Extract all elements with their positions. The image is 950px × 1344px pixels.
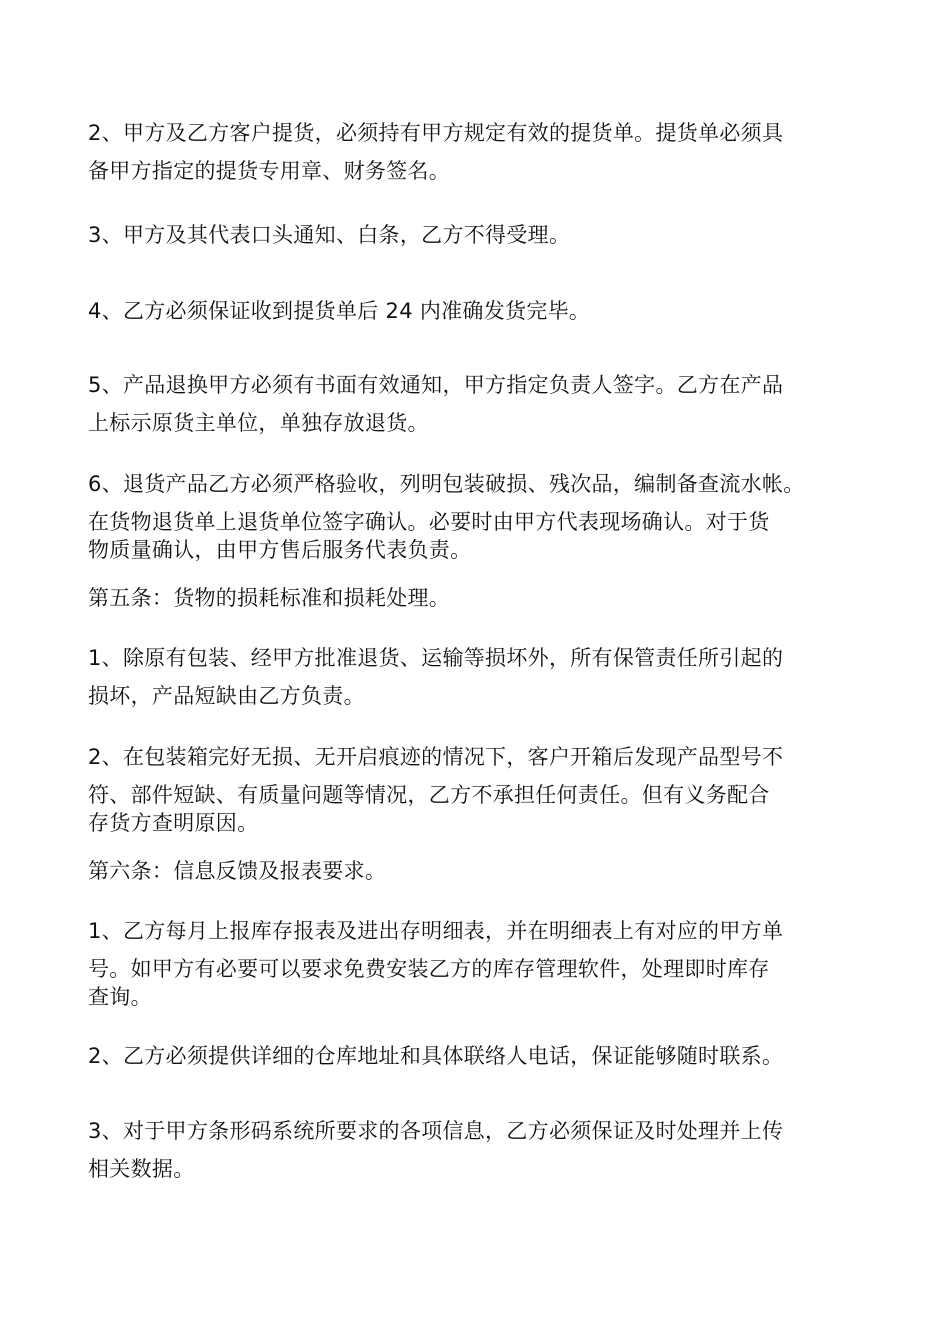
article-5-item-2 bbox=[88, 742, 878, 838]
paragraph-line: 符、部件短缺、有质量问题等情况，乙方不承担任何责任。但有义务配合 bbox=[88, 783, 770, 807]
paragraph-line: 号。如甲方有必要可以要求免费安装乙方的库存管理软件，处理即时库存 bbox=[88, 957, 770, 981]
paragraph-2 bbox=[88, 118, 878, 186]
paragraph-line: 4、乙方必须保证收到提货单后 24 内准确发货完毕。 bbox=[88, 299, 591, 323]
article-6-item-2 bbox=[88, 1041, 878, 1071]
article-5-heading bbox=[88, 583, 878, 613]
paragraph-line: 备甲方指定的提货专用章、财务签名。 bbox=[88, 159, 451, 183]
paragraph-line: 3、对于甲方条形码系统所要求的各项信息，乙方必须保证及时处理并上传 bbox=[88, 1119, 784, 1143]
paragraph-line: 6、退货产品乙方必须严格验收，列明包装破损、残次品，编制备查流水帐。 bbox=[88, 472, 805, 496]
paragraph-line: 1、乙方每月上报库存报表及进出存明细表，并在明细表上有对应的甲方单 bbox=[88, 919, 784, 943]
section-heading: 第六条：信息反馈及报表要求。 bbox=[88, 859, 387, 883]
paragraph-4 bbox=[88, 296, 878, 326]
paragraph-line: 查询。 bbox=[88, 985, 152, 1009]
article-6-item-1 bbox=[88, 916, 878, 1012]
paragraph-line: 2、乙方必须提供详细的仓库地址和具体联络人电话，保证能够随时联系。 bbox=[88, 1044, 784, 1068]
paragraph-3 bbox=[88, 220, 878, 250]
paragraph-line: 1、除原有包装、经甲方批准退货、运输等损坏外，所有保管责任所引起的 bbox=[88, 646, 784, 670]
article-6-item-3 bbox=[88, 1116, 878, 1184]
paragraph-line: 2、甲方及乙方客户提货，必须持有甲方规定有效的提货单。提货单必须具 bbox=[88, 121, 784, 145]
paragraph-line: 2、在包装箱完好无损、无开启痕迹的情况下，客户开箱后发现产品型号不 bbox=[88, 745, 784, 769]
section-heading: 第五条：货物的损耗标准和损耗处理。 bbox=[88, 586, 451, 610]
paragraph-line: 损坏，产品短缺由乙方负责。 bbox=[88, 684, 365, 708]
paragraph-line: 在货物退货单上退货单位签字确认。必要时由甲方代表现场确认。对于货 bbox=[88, 510, 770, 534]
paragraph-5 bbox=[88, 370, 878, 438]
paragraph-line: 5、产品退换甲方必须有书面有效通知，甲方指定负责人签字。乙方在产品 bbox=[88, 373, 784, 397]
paragraph-line: 存货方查明原因。 bbox=[88, 811, 259, 835]
article-5-item-1 bbox=[88, 643, 878, 711]
paragraph-line: 3、甲方及其代表口头通知、白条，乙方不得受理。 bbox=[88, 223, 571, 247]
paragraph-6 bbox=[88, 469, 878, 565]
paragraph-line: 相关数据。 bbox=[88, 1157, 195, 1181]
paragraph-line: 上标示原货主单位，单独存放退货。 bbox=[88, 411, 429, 435]
paragraph-line: 物质量确认，由甲方售后服务代表负责。 bbox=[88, 538, 472, 562]
article-6-heading bbox=[88, 856, 878, 886]
